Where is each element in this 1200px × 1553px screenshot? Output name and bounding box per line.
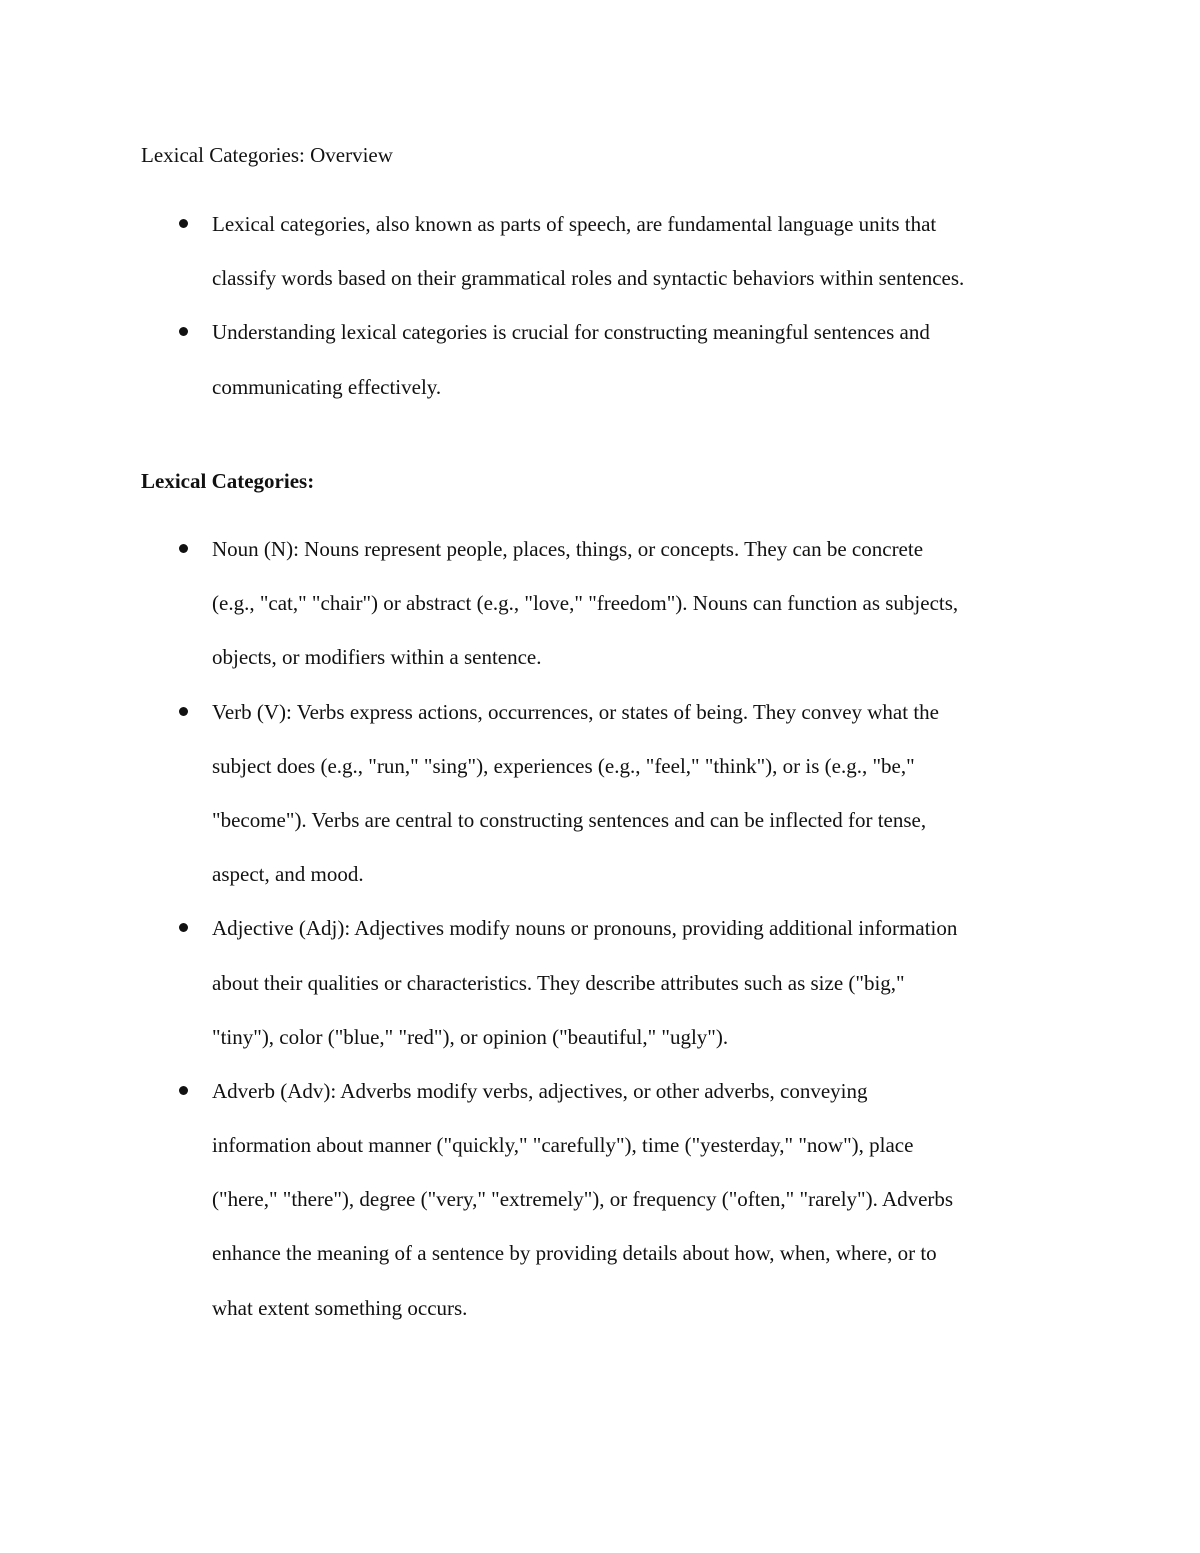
- bullet-icon: [179, 707, 188, 716]
- list-item-line: classify words based on their grammatical roles and syntactic behaviors within sentences.: [212, 266, 965, 291]
- list-item-line: Verb (V): Verbs express actions, occurrences, or states of being. They convey what the: [212, 699, 939, 724]
- list-item-line: communicating effectively.: [212, 374, 442, 399]
- list-item-line: "become"). Verbs are central to constructing sentences and can be inflected for tense,: [212, 807, 927, 832]
- list-item: [0, 197, 1200, 305]
- list-item-line: ("here," "there"), degree ("very," "extremely"), or frequency ("often," "rarely"). Adverbs: [212, 1187, 954, 1212]
- list-item-line: subject does (e.g., "run," "sing"), experiences (e.g., "feel," "think"), or is (e.g., "be,": [212, 753, 915, 778]
- bullet-icon: [179, 544, 188, 553]
- list-item-line: "tiny"), color ("blue," "red"), or opinion ("beautiful," "ugly").: [212, 1024, 729, 1049]
- categories-list: [0, 522, 1200, 1335]
- list-item-adverb: [0, 1064, 1200, 1335]
- list-item-noun: [0, 522, 1200, 685]
- overview-list: [0, 197, 1200, 414]
- list-item-line: aspect, and mood.: [212, 862, 364, 887]
- bullet-icon: [179, 219, 188, 228]
- list-item-line: objects, or modifiers within a sentence.: [212, 645, 542, 670]
- list-item-adjective: [0, 901, 1200, 1064]
- list-item-line: (e.g., "cat," "chair") or abstract (e.g., "love," "freedom"). Nouns can function as subjects,: [212, 591, 959, 616]
- bullet-icon: [179, 327, 188, 336]
- list-item-verb: [0, 685, 1200, 902]
- list-item-line: about their qualities or characteristics. They describe attributes such as size ("big,": [212, 970, 905, 995]
- list-item-line: enhance the meaning of a sentence by providing details about how, when, where, or to: [212, 1241, 937, 1266]
- list-item-line: Understanding lexical categories is crucial for constructing meaningful sentences and: [212, 320, 930, 345]
- list-item-line: Adjective (Adj): Adjectives modify nouns or pronouns, providing additional information: [212, 916, 958, 941]
- list-item: [0, 305, 1200, 413]
- list-item-line: information about manner ("quickly," "carefully"), time ("yesterday," "now"), place: [212, 1133, 914, 1158]
- bullet-icon: [179, 923, 188, 932]
- list-item-line: Lexical categories, also known as parts of speech, are fundamental language units that: [212, 212, 937, 236]
- list-item-line: what extent something occurs.: [212, 1295, 468, 1320]
- list-item-line: Noun (N): Nouns represent people, places, things, or concepts. They can be concrete: [212, 537, 924, 561]
- list-item-line: Adverb (Adv): Adverbs modify verbs, adjectives, or other adverbs, conveying: [212, 1078, 868, 1103]
- categories-heading: Lexical Categories:: [141, 469, 315, 493]
- bullet-icon: [179, 1086, 188, 1095]
- overview-heading: Lexical Categories: Overview: [141, 143, 393, 167]
